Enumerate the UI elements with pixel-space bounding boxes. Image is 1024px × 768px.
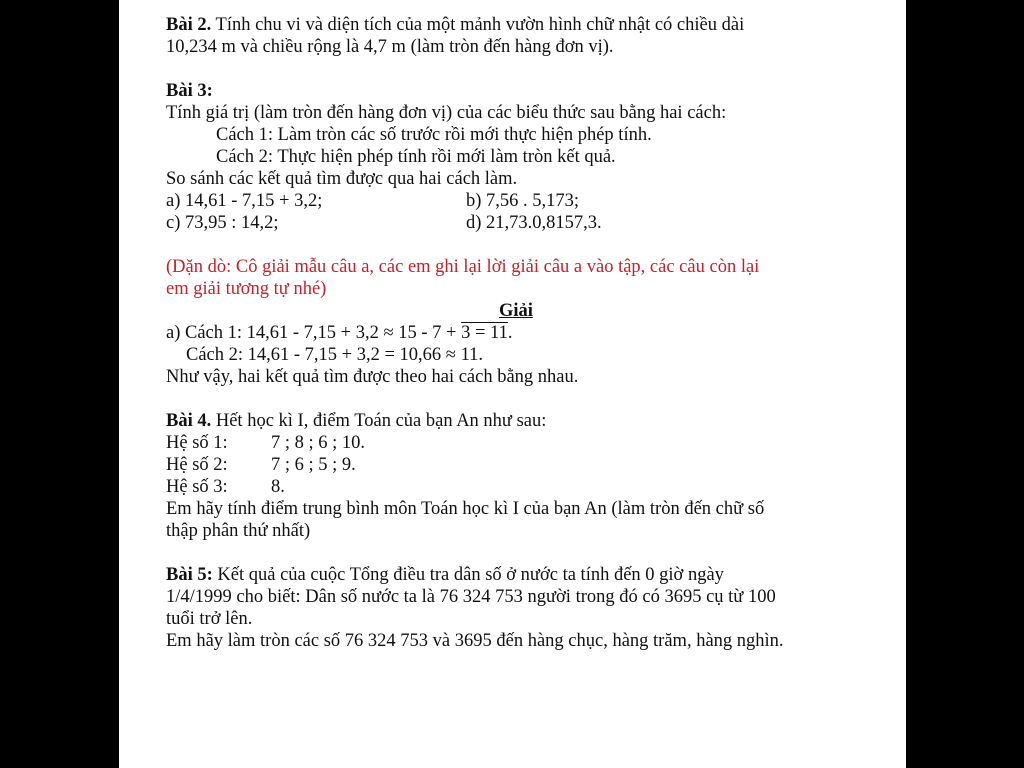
- bai4-row-3: Hệ số 3: 8.: [166, 477, 285, 497]
- bai3-intro: Tính giá trị (làm tròn đến hàng đơn vị) của các biểu thức sau bằng hai cách:: [166, 103, 727, 123]
- bai4-row-2: Hệ số 2: 7 ; 6 ; 5 ; 9.: [166, 455, 356, 475]
- bai4-heading: Bài 4.: [166, 411, 212, 431]
- bai5-heading: Bài 5:: [166, 565, 213, 585]
- bai5-line4: Em hãy làm tròn các số 76 324 753 và 3695 đến hàng chục, hàng trăm, hàng nghìn.: [166, 631, 784, 651]
- bai2-heading: Bài 2.: [166, 15, 212, 35]
- bai3-way2: Cách 2: Thực hiện phép tính rồi mới làm tròn kết quả.: [216, 147, 616, 167]
- bai3-d: d) 21,73.0,8157,3.: [466, 213, 602, 233]
- solution-way2: Cách 2: 14,61 - 7,15 + 3,2 = 10,66 ≈ 11.: [186, 345, 484, 365]
- solution-conclusion: Như vậy, hai kết quả tìm được theo hai cách bằng nhau.: [166, 367, 579, 387]
- bai3-a: a) 14,61 - 7,15 + 3,2;: [166, 191, 323, 211]
- document-page: [119, 0, 906, 768]
- bai5-line3: tuổi trở lên.: [166, 609, 253, 629]
- bai3-row-cd: [166, 212, 866, 234]
- bai5-line2: 1/4/1999 cho biết: Dân số nước ta là 76 324 753 người trong đó có 3695 cụ từ 100: [166, 587, 776, 607]
- bai3-compare: So sánh các kết quả tìm được qua hai cách làm.: [166, 169, 518, 189]
- bai3-way1: Cách 1: Làm tròn các số trước rồi mới thực hiện phép tính.: [216, 125, 652, 145]
- bai4-intro: Bài 4. Hết học kì I, điểm Toán của bạn An như sau:: [166, 411, 547, 431]
- bai3-row-ab: [166, 190, 866, 212]
- bai3-heading: Bài 3:: [166, 81, 213, 101]
- bai2-line2: 10,234 m và chiều rộng là 4,7 m (làm tròn đến hàng đơn vị).: [166, 37, 614, 57]
- bai2-line1: Bài 2. Tính chu vi và diện tích của một mảnh vườn hình chữ nhật có chiều dài: [166, 15, 745, 35]
- note-line2: em giải tương tự nhé): [166, 279, 327, 299]
- solution-way1: a) Cách 1: 14,61 - 7,15 + 3,2 ≈ 15 - 7 + 3 = 11.: [166, 323, 513, 343]
- bai4-task1: Em hãy tính điểm trung bình môn Toán học kì I của bạn An (làm tròn đến chữ số: [166, 499, 765, 519]
- document-content: [166, 14, 866, 652]
- bai3-b: b) 7,56 . 5,173;: [466, 191, 580, 211]
- bai4-task2: thập phân thứ nhất): [166, 521, 311, 541]
- bai4-row-1: Hệ số 1: 7 ; 8 ; 6 ; 10.: [166, 433, 366, 453]
- solution-way1-overline: 3 = 11: [461, 323, 508, 343]
- solution-title: Giải: [499, 301, 533, 321]
- bai5-line1: Bài 5: Kết quả của cuộc Tổng điều tra dân số ở nước ta tính đến 0 giờ ngày: [166, 565, 724, 585]
- note-line1: (Dặn dò: Cô giải mẫu câu a, các em ghi lại lời giải câu a vào tập, các câu còn lại: [166, 257, 760, 277]
- solution-title-line: [166, 300, 866, 322]
- bai3-c: c) 73,95 : 14,2;: [166, 213, 279, 233]
